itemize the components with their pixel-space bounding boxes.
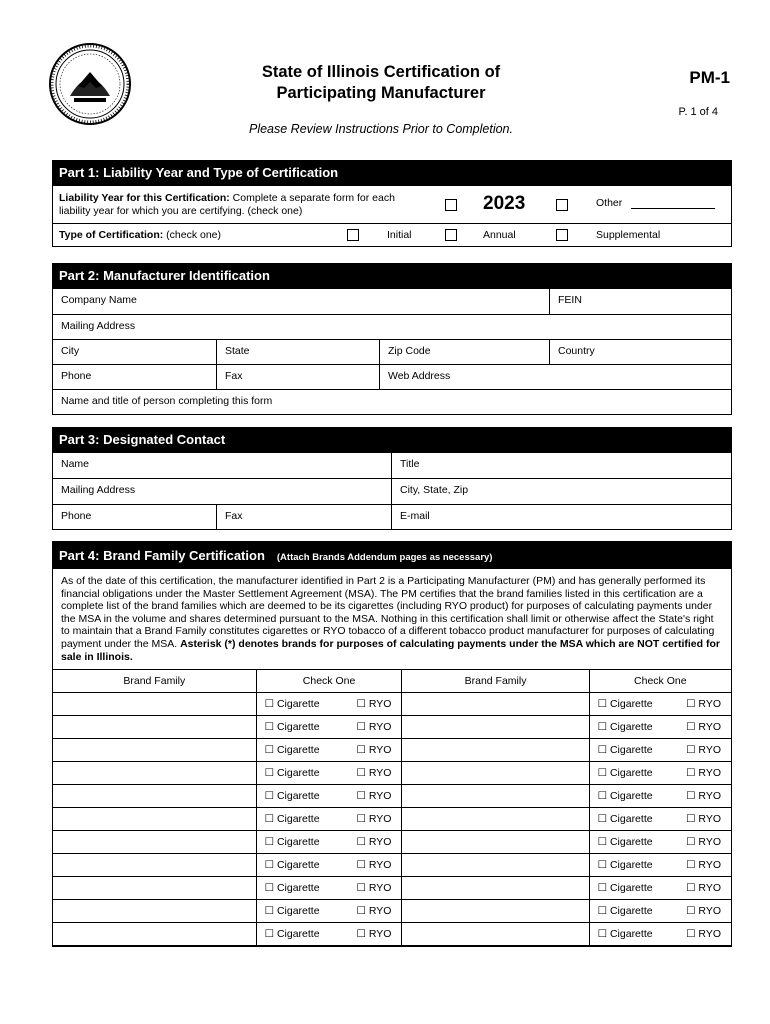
certification-type-row [53, 223, 731, 246]
cigarette-option[interactable]: ☐ Cigarette [597, 744, 653, 757]
cigarette-option[interactable]: ☐ Cigarette [597, 767, 653, 780]
ryo-option[interactable]: ☐ RYO [686, 859, 721, 872]
contact-city-field[interactable] [391, 479, 731, 504]
contact-fax-field[interactable] [216, 505, 391, 529]
country-field[interactable] [549, 340, 731, 364]
ryo-option[interactable]: ☐ RYO [356, 790, 392, 803]
contact-fax-label: Fax [225, 510, 243, 522]
brand-family-input-right[interactable] [402, 785, 589, 808]
form-title [200, 62, 562, 104]
ryo-option[interactable]: ☐ RYO [686, 836, 721, 849]
part2-header: Part 2: Manufacturer Identification [53, 264, 731, 288]
title-line-2: Participating Manufacturer [276, 84, 486, 102]
instructions-note: Please Review Instructions Prior to Completion. [248, 122, 513, 136]
web-address-label: Web Address [388, 370, 451, 382]
check-one-cell-left [256, 762, 402, 785]
year-2023-checkbox[interactable] [445, 199, 457, 211]
other-year-label: Other [596, 197, 623, 209]
contact-name-label: Name [61, 458, 90, 470]
supplemental-checkbox[interactable] [556, 229, 568, 241]
certification-paragraph [53, 569, 731, 670]
cigarette-option[interactable]: ☐ Cigarette [264, 790, 320, 803]
table-row [53, 900, 731, 923]
form-number: PM-1 [689, 68, 730, 87]
check-one-cell-left [256, 716, 402, 739]
cigarette-option[interactable]: ☐ Cigarette [264, 744, 320, 757]
check-one-cell-left [256, 739, 402, 762]
cigarette-option[interactable]: ☐ Cigarette [264, 882, 320, 895]
cigarette-option[interactable]: ☐ Cigarette [597, 836, 653, 849]
table-row [53, 785, 731, 808]
contact-name-field[interactable] [53, 453, 391, 478]
check-one-cell-left [256, 693, 402, 716]
contact-address-row [53, 478, 731, 504]
part4-header [53, 542, 731, 569]
annual-checkbox[interactable] [445, 229, 457, 241]
phone-label: Phone [61, 370, 92, 382]
cigarette-option[interactable]: ☐ Cigarette [597, 882, 653, 895]
check-one-cell-left [256, 854, 402, 877]
ryo-option[interactable]: ☐ RYO [356, 882, 392, 895]
part3-section [52, 427, 732, 530]
contact-mailing-field[interactable] [53, 479, 391, 504]
cigarette-option[interactable]: ☐ Cigarette [264, 928, 320, 941]
country-label: Country [558, 345, 595, 357]
check-one-cell-left [256, 808, 402, 831]
cigarette-option[interactable]: ☐ Cigarette [597, 928, 653, 941]
part1-header: Part 1: Liability Year and Type of Certification [53, 161, 731, 185]
brand-family-input-right[interactable] [402, 762, 589, 785]
ryo-option[interactable]: ☐ RYO [356, 721, 392, 734]
part1-section [52, 160, 732, 247]
initial-label: Initial [387, 229, 412, 241]
check-one-cell-right [589, 900, 731, 923]
certification-type-label: Type of Certification: (check one) [59, 229, 222, 241]
supplemental-label: Supplemental [596, 229, 661, 241]
ryo-option[interactable]: ☐ RYO [356, 859, 392, 872]
cigarette-option[interactable]: ☐ Cigarette [264, 836, 320, 849]
check-one-cell-right [589, 923, 731, 946]
contact-city-label: City, State, Zip [400, 484, 469, 496]
table-row [53, 739, 731, 762]
contact-title-field[interactable] [391, 453, 731, 478]
table-row [53, 831, 731, 854]
contact-title-label: Title [400, 458, 420, 470]
check-one-cell-right [589, 762, 731, 785]
ryo-option[interactable]: ☐ RYO [686, 882, 721, 895]
liability-year-value: 2023 [483, 193, 526, 214]
fax-label: Fax [225, 370, 243, 382]
mailing-address-label: Mailing Address [61, 320, 136, 332]
other-year-field[interactable] [631, 208, 715, 209]
ryo-option[interactable]: ☐ RYO [356, 767, 392, 780]
ryo-option[interactable]: ☐ RYO [356, 744, 392, 757]
liability-year-row [53, 185, 731, 223]
check-one-cell-right [589, 739, 731, 762]
brand-family-input-left[interactable] [53, 831, 256, 854]
person-completing-label: Name and title of person completing this form [61, 395, 273, 407]
ryo-option[interactable]: ☐ RYO [686, 905, 721, 918]
brand-family-input-right[interactable] [402, 900, 589, 923]
initial-checkbox[interactable] [347, 229, 359, 241]
check-one-cell-left [256, 785, 402, 808]
company-row [53, 288, 731, 314]
cigarette-option[interactable]: ☐ Cigarette [597, 813, 653, 826]
ryo-option[interactable]: ☐ RYO [686, 813, 721, 826]
cigarette-option[interactable]: ☐ Cigarette [597, 790, 653, 803]
liability-year-label: Liability Year for this Certification: Complete a separate form for each liability year for which you are certifying. (check one) [59, 192, 395, 217]
ryo-option[interactable]: ☐ RYO [356, 905, 392, 918]
table-row [53, 762, 731, 785]
contact-email-label: E-mail [400, 510, 430, 522]
brand-family-input-left[interactable] [53, 900, 256, 923]
brand-family-input-right[interactable] [402, 877, 589, 900]
brand-family-input-right[interactable] [402, 693, 589, 716]
part4-title: Part 4: Brand Family Certification [59, 548, 265, 563]
brand-family-input-right[interactable] [402, 716, 589, 739]
brand-family-input-left[interactable] [53, 785, 256, 808]
brand-family-input-right[interactable] [402, 831, 589, 854]
cigarette-option[interactable]: ☐ Cigarette [597, 698, 653, 711]
check-one-cell-right [589, 693, 731, 716]
brand-table-header [53, 670, 731, 693]
cigarette-option[interactable]: ☐ Cigarette [597, 721, 653, 734]
ryo-option[interactable]: ☐ RYO [686, 928, 721, 941]
ryo-option[interactable]: ☐ RYO [686, 744, 721, 757]
person-row [53, 389, 731, 414]
part2-section [52, 263, 732, 415]
cigarette-option[interactable]: ☐ Cigarette [264, 767, 320, 780]
fax-field[interactable] [216, 365, 379, 389]
check-one-cell-left [256, 900, 402, 923]
check-one-cell-left [256, 877, 402, 900]
contact-phone-row [53, 504, 731, 529]
check-one-cell-left [256, 923, 402, 946]
certification-text: As of the date of this certification, the manufacturer identified in Part 2 is a Participating Manufacturer (PM) and has generally performed its financial obligations under the Master Settlement Agreement (MSA). The PM certifies that the brand families listed in this certification are a complete list of the brand families which are deemed to be its cigarettes (including RYO product) for purposes of calculating payments under the MSA in the volume and shares determined pursuant to the MSA. Nothing in this certification shall limit or otherwise affect the State's right to maintain that a Brand Family constitutes cigarettes or RYO tobacco of a different tobacco product manufacturer for purposes of calculating payment under the MSA. [61, 575, 715, 650]
fein-label: FEIN [558, 294, 582, 306]
phone-field[interactable] [53, 365, 216, 389]
company-name-label: Company Name [61, 294, 137, 306]
table-row [53, 716, 731, 739]
brand-family-input-right[interactable] [402, 923, 589, 946]
check-one-cell-right [589, 808, 731, 831]
state-seal-logo [48, 42, 132, 126]
annual-label: Annual [483, 229, 516, 241]
table-row [53, 923, 731, 946]
cigarette-option[interactable]: ☐ Cigarette [264, 859, 320, 872]
state-label: State [225, 345, 250, 357]
mailing-address-field[interactable] [53, 315, 731, 339]
zip-field[interactable] [379, 340, 549, 364]
person-completing-field[interactable] [53, 390, 731, 414]
check-one-cell-right [589, 785, 731, 808]
cigarette-option[interactable]: ☐ Cigarette [264, 721, 320, 734]
check-one-cell-right [589, 716, 731, 739]
brand-family-input-left[interactable] [53, 808, 256, 831]
brand-family-input-right[interactable] [402, 854, 589, 877]
state-field[interactable] [216, 340, 379, 364]
brand-family-input-left[interactable] [53, 877, 256, 900]
brand-family-input-right[interactable] [402, 739, 589, 762]
title-line-1: State of Illinois Certification of [261, 63, 501, 81]
asterisk-note: Asterisk (*) denotes brands for purposes of calculating payments under the MSA which are NOT certified for sale in Illinois. [61, 637, 720, 663]
contact-phone-label: Phone [61, 510, 92, 522]
brand-family-input-left[interactable] [53, 762, 256, 785]
cigarette-option[interactable]: ☐ Cigarette [264, 813, 320, 826]
ryo-option[interactable]: ☐ RYO [356, 813, 392, 826]
part4-subtitle: (Attach Brands Addendum pages as necessary) [276, 552, 493, 563]
table-row [53, 693, 731, 716]
check-one-header-left: Check One [256, 670, 402, 693]
company-name-field[interactable] [53, 289, 549, 314]
ryo-option[interactable]: ☐ RYO [686, 698, 721, 711]
city-row [53, 339, 731, 364]
cigarette-option[interactable]: ☐ Cigarette [597, 859, 653, 872]
table-row [53, 877, 731, 900]
cigarette-option[interactable]: ☐ Cigarette [597, 905, 653, 918]
part4-section [52, 541, 732, 947]
mailing-row [53, 314, 731, 339]
check-one-header-right: Check One [589, 670, 731, 693]
brand-family-input-left[interactable] [53, 739, 256, 762]
contact-email-field[interactable] [391, 505, 731, 529]
brand-family-input-left[interactable] [53, 693, 256, 716]
brand-family-input-left[interactable] [53, 716, 256, 739]
check-one-cell-right [589, 854, 731, 877]
zip-label: Zip Code [388, 345, 431, 357]
page-number: P. 1 of 4 [678, 106, 718, 118]
part3-header: Part 3: Designated Contact [53, 428, 731, 452]
check-one-cell-right [589, 831, 731, 854]
ryo-option[interactable]: ☐ RYO [686, 790, 721, 803]
cigarette-option[interactable]: ☐ Cigarette [264, 905, 320, 918]
contact-phone-field[interactable] [53, 505, 216, 529]
brand-family-header-right: Brand Family [402, 670, 589, 693]
cigarette-option[interactable]: ☐ Cigarette [264, 698, 320, 711]
brand-family-header-left: Brand Family [53, 670, 256, 693]
brand-family-table [53, 670, 731, 946]
brand-family-input-left[interactable] [53, 923, 256, 946]
table-row [53, 808, 731, 831]
contact-mailing-label: Mailing Address [61, 484, 136, 496]
check-one-cell-right [589, 877, 731, 900]
brand-family-input-right[interactable] [402, 808, 589, 831]
web-address-field[interactable] [379, 365, 731, 389]
ryo-option[interactable]: ☐ RYO [686, 721, 721, 734]
ryo-option[interactable]: ☐ RYO [356, 928, 392, 941]
check-one-cell-left [256, 831, 402, 854]
ryo-option[interactable]: ☐ RYO [686, 767, 721, 780]
city-field[interactable] [53, 340, 216, 364]
brand-family-input-left[interactable] [53, 854, 256, 877]
ryo-option[interactable]: ☐ RYO [356, 836, 392, 849]
contact-name-row [53, 452, 731, 478]
table-row [53, 854, 731, 877]
fein-field[interactable] [549, 289, 731, 314]
city-label: City [61, 345, 80, 357]
ryo-option[interactable]: ☐ RYO [356, 698, 392, 711]
phone-row [53, 364, 731, 389]
other-year-checkbox[interactable] [556, 199, 568, 211]
